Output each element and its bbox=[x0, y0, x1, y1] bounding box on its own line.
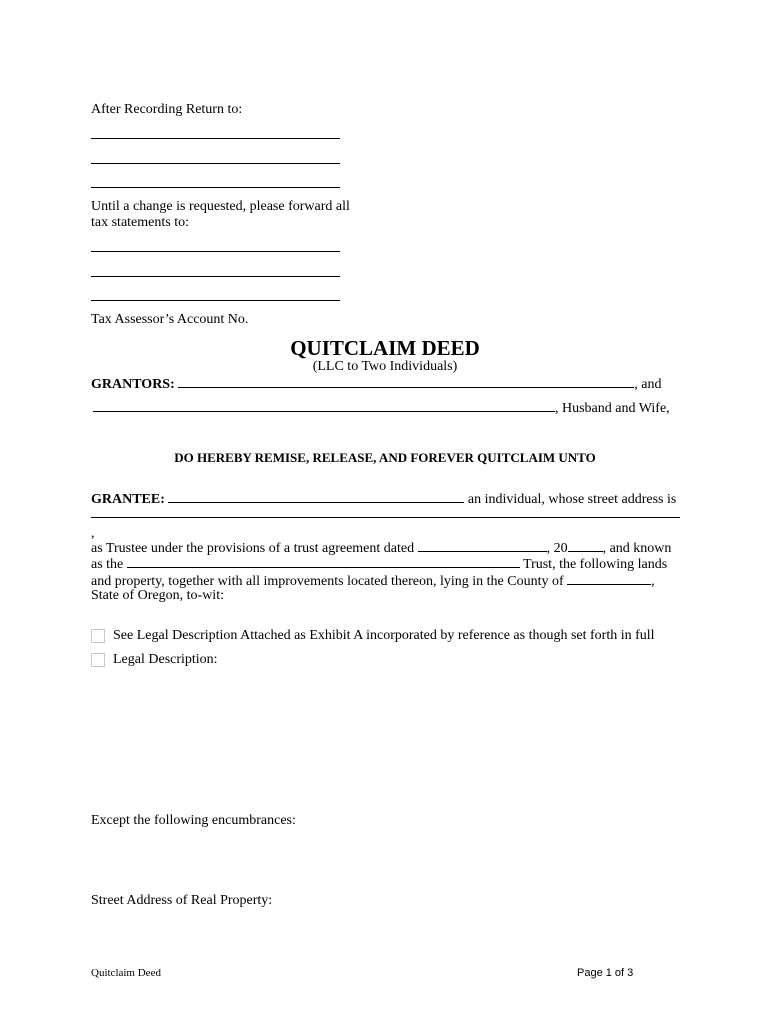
tax-statement-label-2: tax statements to: bbox=[91, 215, 189, 230]
property-comma: , bbox=[651, 574, 655, 589]
grantee-address-field[interactable] bbox=[91, 517, 680, 518]
grantors-label: GRANTORS: bbox=[91, 377, 175, 392]
return-to-line-2[interactable] bbox=[91, 163, 340, 164]
tax-statement-line-3[interactable] bbox=[91, 300, 340, 301]
grantor-name-field-2[interactable] bbox=[93, 399, 555, 412]
trust-text: Trust, the following lands bbox=[523, 557, 668, 572]
return-to-line-1[interactable] bbox=[91, 138, 340, 139]
encumbrances-label: Except the following encumbrances: bbox=[91, 813, 296, 828]
grantee-address-comma: , bbox=[91, 526, 95, 541]
grantors-line-2 bbox=[93, 399, 670, 417]
trustee-text-2: , 20 bbox=[546, 541, 568, 556]
state-text: State of Oregon, to-wit: bbox=[91, 588, 224, 603]
trust-date-field[interactable] bbox=[418, 539, 547, 552]
street-address-label: Street Address of Real Property: bbox=[91, 893, 273, 908]
legal-description-checkbox[interactable] bbox=[91, 653, 105, 667]
grantor-name-field-1[interactable] bbox=[178, 375, 634, 388]
tax-statement-line-2[interactable] bbox=[91, 276, 340, 277]
tax-statement-label-1: Until a change is requested, please forward all bbox=[91, 199, 350, 214]
return-to-label: After Recording Return to: bbox=[91, 102, 243, 117]
exhibit-a-checkbox[interactable] bbox=[91, 629, 105, 643]
grantee-label: GRANTEE: bbox=[91, 492, 165, 507]
trust-name-field[interactable] bbox=[127, 555, 520, 568]
county-field[interactable] bbox=[567, 572, 651, 585]
page-title: QUITCLAIM DEED bbox=[290, 336, 480, 360]
grantors-suffix-2: , Husband and Wife, bbox=[555, 401, 670, 416]
conveyance-statement: DO HEREBY REMISE, RELEASE, AND FOREVER QUITCLAIM UNTO bbox=[174, 450, 596, 465]
exhibit-a-label: See Legal Description Attached as Exhibit A incorporated by reference as though set forth in full bbox=[113, 628, 655, 643]
grantee-name-field[interactable] bbox=[168, 490, 464, 503]
return-to-line-3[interactable] bbox=[91, 187, 340, 188]
footer-document-name: Quitclaim Deed bbox=[91, 967, 161, 979]
trustee-text-3: , and known bbox=[602, 541, 672, 556]
grantee-suffix: an individual, whose street address is bbox=[467, 492, 677, 507]
grantors-suffix-1: , and bbox=[634, 377, 662, 392]
page-subtitle: (LLC to Two Individuals) bbox=[312, 359, 458, 374]
tax-account-label: Tax Assessor’s Account No. bbox=[91, 312, 249, 327]
trust-name-line bbox=[91, 555, 667, 573]
grantee-line bbox=[91, 490, 676, 508]
legal-description-label: Legal Description: bbox=[113, 652, 218, 667]
footer-page-number: Page 1 of 3 bbox=[577, 967, 634, 979]
property-text: and property, together with all improvements located thereon, lying in the County of bbox=[91, 574, 564, 589]
trustee-text-1: as Trustee under the provisions of a trust agreement dated bbox=[91, 541, 415, 556]
trust-year-field[interactable] bbox=[568, 539, 603, 552]
grantors-line-1 bbox=[91, 375, 661, 393]
tax-statement-line-1[interactable] bbox=[91, 251, 340, 252]
as-the-text: as the bbox=[91, 557, 124, 572]
